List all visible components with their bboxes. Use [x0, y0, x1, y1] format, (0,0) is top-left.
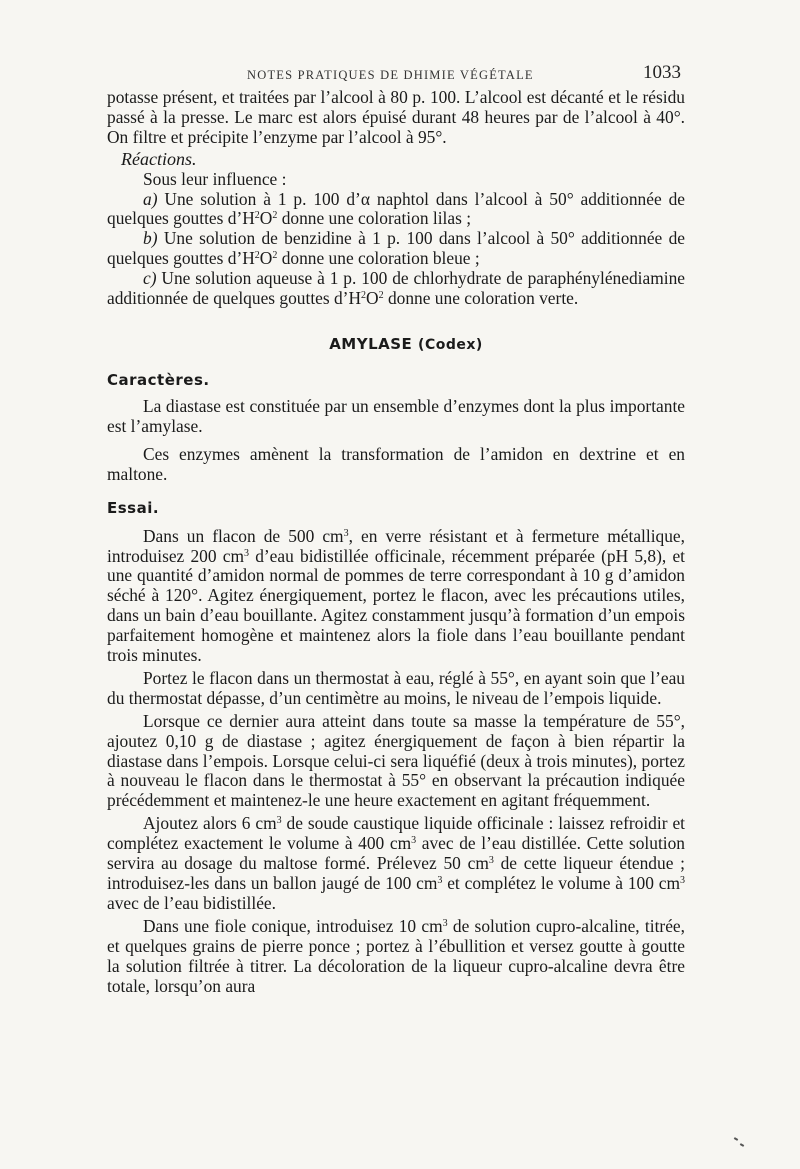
- essai-heading: Essai.: [107, 498, 160, 517]
- section-title-main: AMYLASE: [329, 334, 413, 353]
- intro-paragraph: potasse présent, et traitées par l’alcool à 80 p. 100. L’alcool est décanté et le résidu passé à la presse. Le marc est alors épuisé durant 48 heures par de l’alcool à 40°. On filtre et précipite l’enzyme par l’alcool à 95°.: [107, 87, 685, 147]
- running-head: NOTES PRATIQUES DE DHIMIE VÉGÉTALE: [247, 68, 534, 82]
- essai-paragraph-1: Dans un flacon de 500 $cm^3$, en verre résistant et à fermeture métallique, introduisez 200 $cm^3$ d’eau bidistillée officinale, récemment préparée (pH 5,8), et une quantité d’amidon normal de pommes de terre correspondant à 10 g d’amidon séché à 120°. Agitez énergiquement, portez le flacon, avec les précautions utiles, dans un bain d’eau bouillante. Agitez constamment jusqu’à formation d’un empois parfaitement homogène et maintenez alors la fiole dans l’eau bouillante pendant trois minutes.: [107, 525, 685, 666]
- caracteres-paragraph-1: La diastase est constituée par un ensemble d’enzymes dont la plus importante est l’amylase.: [107, 395, 685, 436]
- reaction-b-label: b): [143, 228, 158, 249]
- section-title-codex: (Codex): [418, 336, 483, 353]
- page-header: [107, 62, 685, 88]
- reaction-c: c) Une solution aqueuse à 1 p. 100 de chlorhydrate de paraphénylénediamine additionnée de quelques gouttes $d’H^2O^2$ donne une coloration verte.: [107, 268, 685, 309]
- caracteres-heading: Caractères.: [107, 370, 210, 389]
- reaction-c-label: c): [143, 268, 157, 289]
- essai-paragraph-5: Dans une fiole conique, introduisez 10 $cm^3$ de solution cupro-alcaline, titrée, et quelques grains de pierre ponce ; portez à l’ébullition et versez goutte à goutte la solution filtrée à titrer. La décoloration de la liqueur cupro-alcaline devra être totale, lorsqu’on aura: [107, 915, 685, 996]
- essai-paragraph-2: Portez le flacon dans un thermostat à eau, réglé à 55°, en ayant soin que l’eau du thermostat dépasse, d’un centimètre au moins, le niveau de l’empois liquide.: [107, 667, 685, 708]
- essai-paragraph-3: Lorsque ce dernier aura atteint dans toute sa masse la température de 55°, ajoutez 0,10 g de diastase ; agitez énergiquement de façon à bien répartir la diastase dans l’empois. Lorsque celui-ci sera liquéfié (deux à trois minutes), portez à nouveau le flacon dans le thermostat à 55° en observant la précaution indiquée précédemment et maintenez-le une heure exactement en agitant fréquemment.: [107, 710, 685, 811]
- essai-paragraph-4: Ajoutez alors 6 $cm^3$ de soude caustique liquide officinale : laissez refroidir et complétez exactement le volume à 400 $cm^3$ avec de l’eau distillée. Cette solution servira au dosage du maltose formé. Prélevez 50 $cm^3$ de cette liqueur étendue ; introduisez-les dans un ballon jaugé de 100 $cm^3$ et complétez le volume à 100 $cm^3$ avec de l’eau bidistillée.: [107, 813, 685, 913]
- reaction-a: a) Une solution à 1 p. 100 d’α naphtol dans l’alcool à 50° additionnée de quelques gouttes $d’H^2O^2$ donne une coloration lilas ;: [107, 188, 685, 229]
- paper-speck: [740, 1143, 744, 1147]
- reactions-heading: Réactions.: [121, 148, 197, 169]
- reaction-a-label: a): [143, 188, 158, 209]
- reactions-lead: Sous leur influence :: [143, 168, 287, 189]
- page-number: 1033: [643, 62, 681, 83]
- reaction-b: b) Une solution de benzidine à 1 p. 100 dans l’alcool à 50° additionnée de quelques gouttes $d’H^2O^2$ donne une coloration bleue ;: [107, 228, 685, 269]
- caracteres-paragraph-2: Ces enzymes amènent la transformation de l’amidon en dextrine et en maltone.: [107, 443, 685, 484]
- section-title: [107, 335, 685, 353]
- paper-speck: [734, 1137, 738, 1141]
- document-page: [107, 62, 685, 996]
